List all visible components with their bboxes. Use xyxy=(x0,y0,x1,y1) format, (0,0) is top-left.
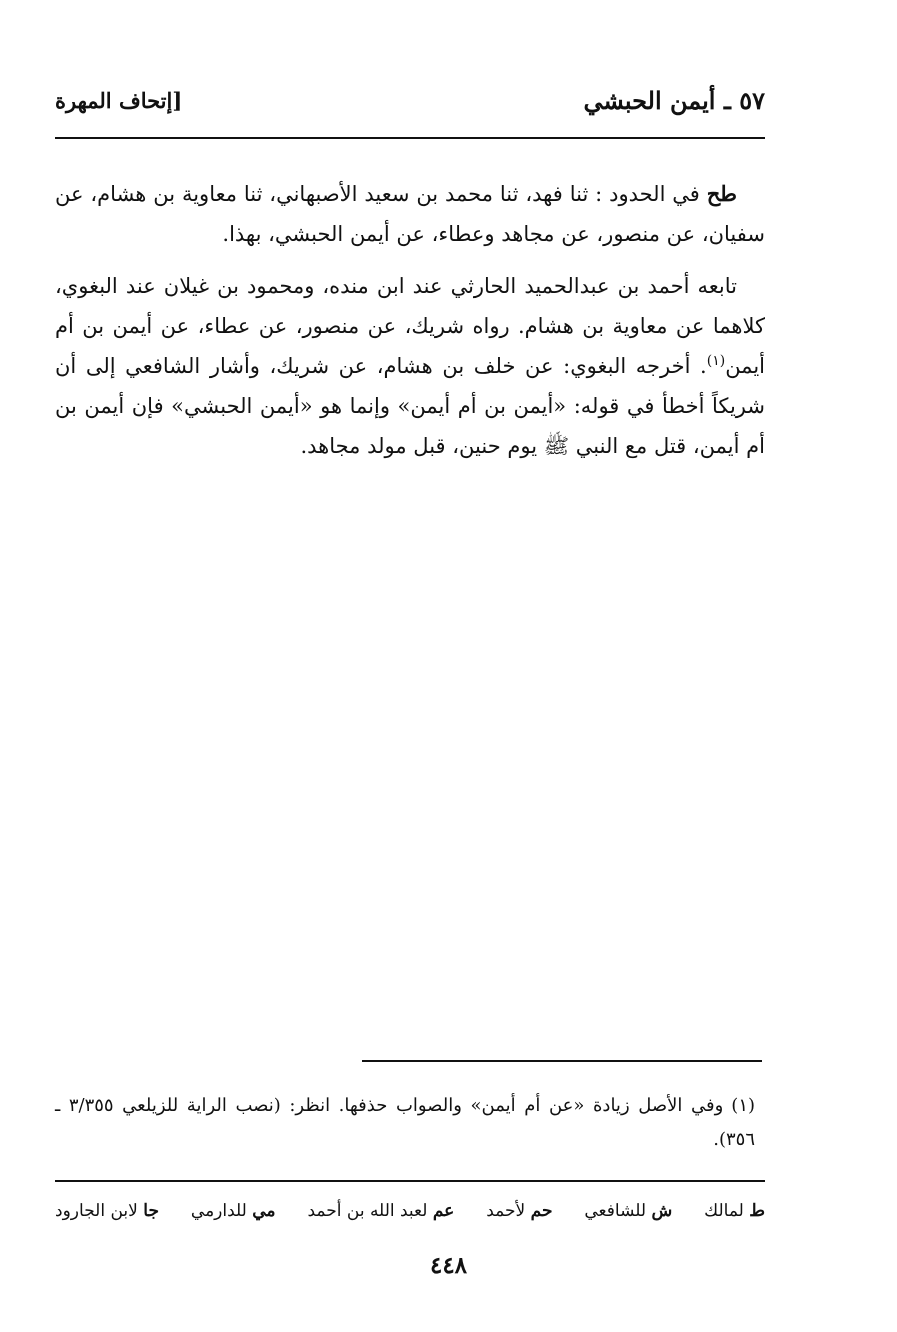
footnote-number: (١) xyxy=(731,1095,756,1116)
footnote-text: وفي الأصل زيادة «عن أم أيمن» والصواب حذفها. انظر: (نصب الراية للزيلعي ٣/٣٥٥ ـ ٣٥٦). xyxy=(55,1095,755,1150)
abbreviation-item xyxy=(307,1201,454,1221)
abbreviation-meaning: لأحمد xyxy=(486,1201,526,1221)
entry-title: ٥٧ ـ أيمن الحبشي xyxy=(583,86,765,115)
abbreviation-item xyxy=(55,1201,159,1221)
footnote xyxy=(55,1089,755,1157)
abbreviations-divider xyxy=(55,1180,765,1182)
page-number: ٤٤٨ xyxy=(429,1252,468,1279)
paragraph-chain-of-narration xyxy=(55,174,765,254)
abbreviation-symbol: ش xyxy=(651,1201,673,1221)
abbreviation-meaning: لعبد الله بن أحمد xyxy=(307,1201,428,1221)
abbreviation-symbol: حم xyxy=(530,1201,553,1221)
abbreviation-meaning: لابن الجارود xyxy=(55,1201,138,1221)
header-divider xyxy=(55,137,765,139)
book-title: [إتحاف المهرة xyxy=(55,88,183,113)
source-abbreviation: طح xyxy=(706,181,737,206)
abbreviations-key xyxy=(55,1196,765,1226)
abbreviation-symbol: ط xyxy=(749,1201,765,1221)
footnote-divider xyxy=(362,1060,762,1062)
abbreviation-item xyxy=(486,1201,552,1221)
abbreviation-item xyxy=(704,1201,765,1221)
abbreviation-meaning: لمالك xyxy=(704,1201,744,1221)
abbreviation-symbol: مي xyxy=(252,1201,276,1221)
abbreviation-item xyxy=(191,1201,276,1221)
abbreviation-meaning: للشافعي xyxy=(584,1201,647,1221)
abbreviation-item xyxy=(584,1201,672,1221)
running-head xyxy=(55,82,765,122)
main-text xyxy=(55,174,765,466)
abbreviation-symbol: جا xyxy=(143,1201,159,1221)
abbreviation-meaning: للدارمي xyxy=(190,1201,247,1221)
paragraph-text: . أخرجه البغوي: عن خلف بن هشام، عن شريك، وأشار الشافعي إلى أن شريكاً أخطأ في قوله: «أيمن بن أم أيمن» وإنما هو «أيمن الحبشي» فإن أيمن بن أم أيمن، قتل مع النبي ﷺ يوم حنين، قبل مولد مجاهد. xyxy=(55,354,765,458)
paragraph-text: في الحدود : ثنا فهد، ثنا محمد بن سعيد الأصبهاني، ثنا معاوية بن هشام، عن سفيان، عن منصور، عن مجاهد وعطاء، عن أيمن الحبشي، بهذا. xyxy=(55,182,765,246)
footnote-reference: (١) xyxy=(706,353,726,369)
paragraph-commentary xyxy=(55,266,765,466)
abbreviation-symbol: عم xyxy=(432,1201,455,1221)
paragraph-text: تابعه أحمد بن عبدالحميد الحارثي عند ابن منده، ومحمود بن غيلان عند البغوي، كلاهما عن معاوية بن هشام. رواه شريك، عن منصور، عن عطاء، عن أيمن بن أم أيمن xyxy=(55,274,765,378)
